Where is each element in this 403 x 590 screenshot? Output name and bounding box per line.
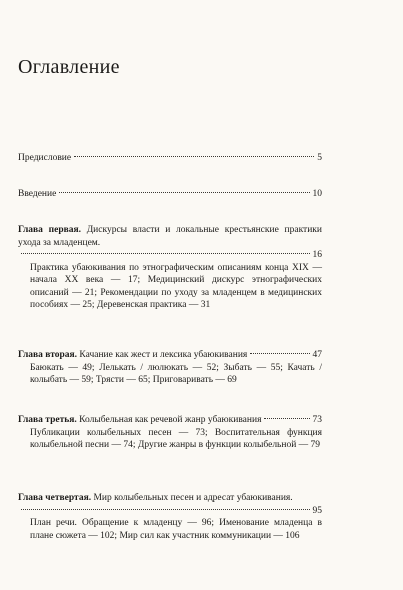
dot-leader: [264, 417, 309, 419]
dot-leader: [21, 252, 310, 254]
toc-page-number: 73: [312, 415, 322, 425]
toc-label: Предисловие: [18, 153, 72, 163]
page-title: Оглавление: [18, 56, 120, 78]
chapter-text: Колыбельная как речевой жанр убаюкивания: [79, 415, 262, 425]
toc-entry-chapter-4[interactable]: [18, 492, 322, 542]
toc-entry-chapter-3[interactable]: [18, 414, 322, 452]
toc-page-number: 47: [312, 350, 322, 360]
toc-page-number: 10: [312, 189, 322, 199]
chapter-heading: Глава вторая.: [18, 350, 78, 360]
toc-page-number: 16: [312, 250, 322, 260]
dot-leader: [21, 508, 310, 510]
chapter-heading: Глава третья.: [18, 415, 77, 425]
chapter-text: Дискурсы власти и локальные крестьянские практики ухода за младенцем.: [18, 225, 322, 248]
chapter-text: Качание как жест и лексика убаюкивания: [79, 350, 248, 360]
chapter-title: [18, 414, 261, 427]
chapter-subsections: План речи. Обращение к младенцу — 96; Именование младенца в плане сюжета — 102; Мир сил как участник коммуникации — 106: [30, 518, 322, 541]
toc-entry-chapter-2[interactable]: [18, 349, 322, 387]
chapter-heading: Глава четвертая.: [18, 493, 92, 503]
toc-page-number: 95: [312, 505, 322, 516]
chapter-title: [18, 224, 322, 249]
chapter-subsections: Практика убаюкивания по этнографическим описаниям конца XIX — начала XX века — 17; Медицинский дискурс этнографических описаний — 21; Рекомендации по уходу за младенцем в медицинских пособиях — 25; Деревенская практика — 31: [30, 262, 322, 310]
dot-leader: [250, 352, 309, 354]
chapter-title: [18, 349, 247, 362]
chapter-title: [18, 492, 322, 505]
toc-entry-introduction[interactable]: [18, 188, 322, 201]
toc-label: Введение: [18, 189, 57, 199]
chapter-text: Мир колыбельных песен и адресат убаюкивания.: [93, 493, 293, 503]
toc-entry-chapter-1[interactable]: [18, 224, 322, 312]
toc-page-number: 5: [317, 153, 322, 163]
dot-leader: [59, 191, 309, 193]
dot-leader: [74, 155, 314, 157]
chapter-subsections: Баюкать — 49; Лелькать / люлюкать — 52; Зыбать — 55; Качать / колыбать — 59; Трясти — 65; Приговаривать — 69: [30, 362, 322, 385]
toc-entry-preface[interactable]: [18, 152, 322, 165]
chapter-subsections: Публикации колыбельных песен — 73; Воспитательная функция колыбельной песни — 74; Другие жанры в функции колыбельной — 79: [30, 427, 322, 450]
chapter-heading: Глава первая.: [18, 225, 81, 235]
